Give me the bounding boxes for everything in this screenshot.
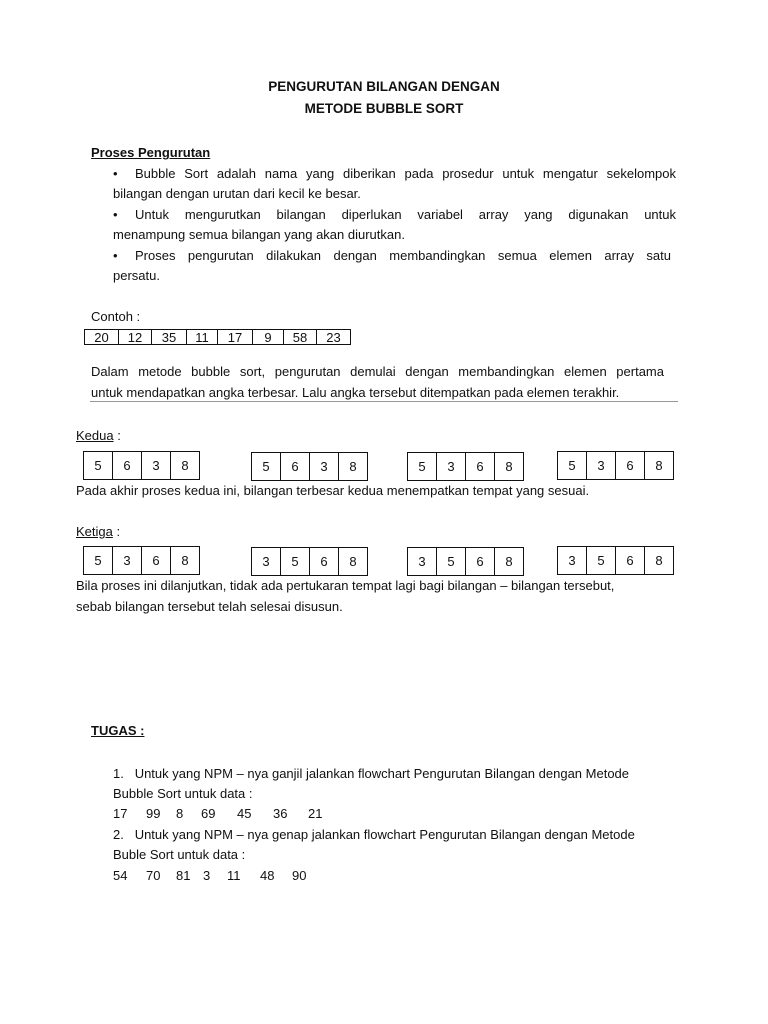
kedua-label-group bbox=[76, 428, 121, 443]
item-number: 2. bbox=[113, 827, 124, 842]
kedua-array-4 bbox=[557, 451, 674, 480]
array-cell: 5 bbox=[84, 452, 113, 480]
data-value: 70 bbox=[146, 868, 161, 883]
bullet-1 bbox=[113, 166, 676, 181]
bullet-icon: • bbox=[113, 248, 118, 263]
array-cell: 12 bbox=[119, 330, 152, 345]
ketiga-array-4 bbox=[557, 546, 674, 575]
bullet-1-line-1: Bubble Sort adalah nama yang diberikan pada prosedur untuk mengatur sekelompok bbox=[135, 166, 676, 181]
array-cell: 6 bbox=[281, 453, 310, 481]
bullet-3-line-1: Proses pengurutan dilakukan dengan membandingkan semua elemen array satu bbox=[135, 248, 671, 263]
array-cell: 3 bbox=[408, 548, 437, 576]
tugas-item-1 bbox=[113, 766, 629, 781]
kedua-note: Pada akhir proses kedua ini, bilangan terbesar kedua menempatkan tempat yang sesuai. bbox=[76, 483, 590, 498]
title-line-2: METODE BUBBLE SORT bbox=[304, 101, 464, 116]
bullet-2-line-1: Untuk mengurutkan bilangan diperlukan variabel array yang digunakan untuk bbox=[135, 207, 676, 222]
tugas-item-2-line-2: Buble Sort untuk data : bbox=[113, 847, 246, 862]
contoh-label: Contoh : bbox=[91, 309, 141, 324]
data-value: 90 bbox=[292, 868, 307, 883]
array-cell: 3 bbox=[558, 547, 587, 575]
array-cell: 5 bbox=[252, 453, 281, 481]
array-cell: 8 bbox=[171, 452, 200, 480]
bullet-2-line-2: menampung semua bilangan yang akan diurutkan. bbox=[113, 227, 405, 242]
data-value: 45 bbox=[237, 806, 252, 821]
bullet-icon: • bbox=[113, 166, 118, 181]
data-value: 3 bbox=[203, 868, 211, 883]
array-cell: 35 bbox=[152, 330, 187, 345]
title-line-1: PENGURUTAN BILANGAN DENGAN bbox=[268, 79, 500, 94]
kedua-array-3 bbox=[407, 452, 524, 481]
array-cell: 8 bbox=[339, 453, 368, 481]
ketiga-label-group bbox=[76, 524, 120, 539]
array-cell: 17 bbox=[218, 330, 253, 345]
array-cell: 11 bbox=[187, 330, 218, 345]
array-cell: 6 bbox=[310, 548, 339, 576]
tugas-item-2-data bbox=[113, 868, 306, 883]
array-cell: 8 bbox=[495, 453, 524, 481]
bullet-1-line-2: bilangan dengan urutan dari kecil ke besar. bbox=[113, 186, 361, 201]
explanation-line-1: Dalam metode bubble sort, pengurutan demulai dengan membandingkan elemen pertama bbox=[91, 364, 664, 379]
tugas-item-2 bbox=[113, 827, 635, 842]
array-cell: 8 bbox=[339, 548, 368, 576]
array-cell: 3 bbox=[142, 452, 171, 480]
item-line-1: Untuk yang NPM – nya genap jalankan flowchart Pengurutan Bilangan dengan Metode bbox=[134, 827, 635, 842]
array-cell: 3 bbox=[437, 453, 466, 481]
ketiga-array-3 bbox=[407, 547, 524, 576]
kedua-array-1 bbox=[83, 451, 200, 480]
array-cell: 6 bbox=[142, 547, 171, 575]
data-value: 11 bbox=[227, 868, 241, 883]
array-cell: 23 bbox=[317, 330, 351, 345]
array-cell: 5 bbox=[408, 453, 437, 481]
proses-heading: Proses Pengurutan bbox=[91, 145, 211, 160]
array-cell: 5 bbox=[281, 548, 310, 576]
array-cell: 6 bbox=[616, 452, 645, 480]
array-cell: 5 bbox=[84, 547, 113, 575]
data-value: 8 bbox=[176, 806, 184, 821]
bullet-icon: • bbox=[113, 207, 118, 222]
tugas-item-1-line-2: Bubble Sort untuk data : bbox=[113, 786, 253, 801]
array-cell: 8 bbox=[645, 547, 674, 575]
explanation-line-2: untuk mendapatkan angka terbesar. Lalu angka tersebut ditempatkan pada elemen terakhir. bbox=[91, 385, 620, 400]
array-cell: 8 bbox=[171, 547, 200, 575]
item-line-1: Untuk yang NPM – nya ganjil jalankan flowchart Pengurutan Bilangan dengan Metode bbox=[134, 766, 630, 781]
tugas-item-1-data bbox=[113, 806, 322, 821]
ketiga-label: Ketiga bbox=[76, 524, 113, 539]
divider bbox=[90, 401, 678, 402]
data-value: 69 bbox=[201, 806, 216, 821]
array-cell: 6 bbox=[466, 453, 495, 481]
array-cell: 3 bbox=[587, 452, 616, 480]
data-value: 81 bbox=[176, 868, 191, 883]
contoh-array bbox=[84, 329, 351, 345]
data-value: 99 bbox=[146, 806, 161, 821]
array-cell: 3 bbox=[310, 453, 339, 481]
kedua-label: Kedua bbox=[76, 428, 114, 443]
tugas-heading: TUGAS : bbox=[91, 723, 145, 738]
array-cell: 6 bbox=[466, 548, 495, 576]
array-cell: 3 bbox=[252, 548, 281, 576]
array-cell: 6 bbox=[616, 547, 645, 575]
array-cell: 8 bbox=[645, 452, 674, 480]
array-cell: 58 bbox=[284, 330, 317, 345]
ketiga-colon: : bbox=[112, 524, 121, 539]
kedua-array-2 bbox=[251, 452, 368, 481]
array-cell: 8 bbox=[495, 548, 524, 576]
data-value: 54 bbox=[113, 868, 128, 883]
array-cell: 5 bbox=[437, 548, 466, 576]
bullet-2 bbox=[113, 207, 676, 222]
array-cell: 9 bbox=[253, 330, 284, 345]
kedua-colon: : bbox=[113, 428, 121, 443]
data-value: 21 bbox=[308, 806, 323, 821]
item-number: 1. bbox=[113, 766, 124, 781]
data-value: 17 bbox=[113, 806, 128, 821]
data-value: 36 bbox=[273, 806, 288, 821]
array-cell: 6 bbox=[113, 452, 142, 480]
ketiga-array-1 bbox=[83, 546, 200, 575]
array-cell: 3 bbox=[113, 547, 142, 575]
bullet-3 bbox=[113, 248, 671, 263]
ketiga-array-2 bbox=[251, 547, 368, 576]
data-value: 48 bbox=[260, 868, 275, 883]
array-cell: 5 bbox=[587, 547, 616, 575]
ketiga-note-line-2: sebab bilangan tersebut telah selesai disusun. bbox=[76, 599, 343, 614]
bullet-3-line-2: persatu. bbox=[113, 268, 160, 283]
ketiga-note-line-1: Bila proses ini dilanjutkan, tidak ada pertukaran tempat lagi bagi bilangan – bilangan tersebut, bbox=[76, 578, 615, 593]
array-cell: 5 bbox=[558, 452, 587, 480]
array-cell: 20 bbox=[85, 330, 119, 345]
